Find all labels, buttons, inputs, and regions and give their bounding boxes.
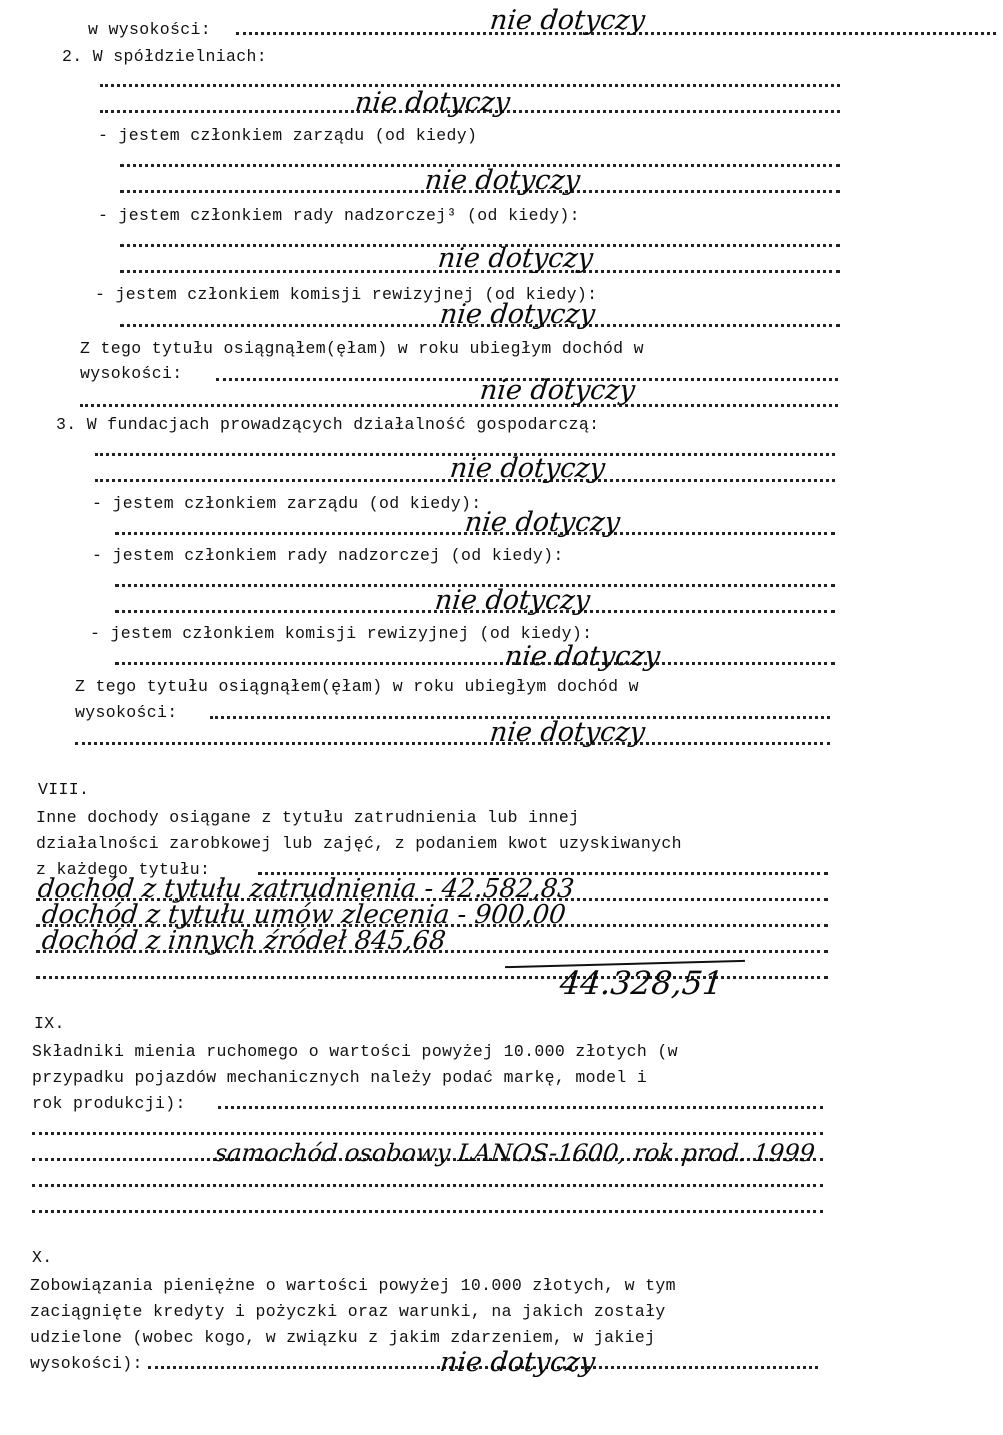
s2-income-line1: Z tego tytułu osiągnąłem(ęłam) w roku ubiegłym dochód w: [80, 339, 644, 358]
dotted-line: [32, 1132, 823, 1135]
dotted-line: [218, 1106, 823, 1109]
viii-line2: działalności zarobkowej lub zajęć, z podaniem kwot uzyskiwanych: [36, 834, 682, 853]
s2-zarzad-label: - jestem członkiem zarządu (od kiedy): [98, 126, 478, 145]
handwritten-nie-dotyczy: nie dotyczy: [423, 165, 582, 196]
ix-line2: przypadku pojazdów mechanicznych należy podać markę, model i: [32, 1068, 648, 1087]
handwritten-vehicle: samochód osobowy LANOS-1600, rok prod. 1999: [213, 1139, 817, 1167]
handwritten-nie-dotyczy: nie dotyczy: [503, 641, 662, 672]
dotted-line: [80, 404, 838, 407]
handwritten-nie-dotyczy: nie dotyczy: [488, 717, 647, 748]
s3-rada-label: - jestem członkiem rady nadzorczej (od kiedy):: [92, 546, 564, 565]
handwritten-nie-dotyczy: nie dotyczy: [433, 585, 592, 616]
handwritten-nie-dotyczy: nie dotyczy: [448, 453, 607, 484]
s2-income-line2: wysokości:: [80, 364, 183, 383]
handwritten-income-contracts: dochód z tytułu umów zlecenia - 900,00: [40, 900, 568, 930]
s3-komisja-label: - jestem członkiem komisji rewizyjnej (od kiedy):: [90, 624, 593, 643]
handwritten-nie-dotyczy: nie dotyczy: [438, 299, 597, 330]
x-line4: wysokości):: [30, 1354, 143, 1373]
handwritten-nie-dotyczy: nie dotyczy: [488, 5, 647, 36]
top-wysokosci-label: w wysokości:: [88, 20, 212, 39]
s3-income-line2: wysokości:: [75, 703, 178, 722]
s3-income-line1: Z tego tytułu osiągnąłem(ęłam) w roku ubiegłym dochód w: [75, 677, 639, 696]
dotted-line: [32, 1210, 823, 1213]
x-line2: zaciągnięte kredyty i pożyczki oraz warunki, na jakich zostały: [30, 1302, 666, 1321]
s2-komisja-label: - jestem członkiem komisji rewizyjnej (od kiedy):: [95, 285, 598, 304]
handwritten-nie-dotyczy: nie dotyczy: [463, 507, 622, 538]
handwritten-nie-dotyczy: nie dotyczy: [353, 87, 512, 118]
section-x-number: X.: [32, 1248, 53, 1267]
ix-line3: rok produkcji):: [32, 1094, 186, 1113]
section-3-heading: 3. W fundacjach prowadzących działalność gospodarczą:: [56, 415, 600, 434]
handwritten-income-other: dochód z innych źródeł 845,68: [40, 926, 448, 956]
handwritten-nie-dotyczy: nie dotyczy: [438, 1347, 597, 1378]
ix-line1: Składniki mienia ruchomego o wartości powyżej 10.000 złotych (w: [32, 1042, 678, 1061]
dotted-line: [32, 1184, 823, 1187]
x-line1: Zobowiązania pieniężne o wartości powyżej 10.000 złotych, w tym: [30, 1276, 676, 1295]
handwritten-nie-dotyczy: nie dotyczy: [436, 243, 595, 274]
dotted-line: [75, 742, 830, 745]
handwritten-income-total: 44.328,51: [558, 964, 725, 1002]
s2-rada-label: - jestem członkiem rady nadzorczej³ (od kiedy):: [98, 206, 580, 225]
viii-line1: Inne dochody osiągane z tytułu zatrudnienia lub innej: [36, 808, 580, 827]
section-2-heading: 2. W spółdzielniach:: [62, 47, 268, 66]
s3-zarzad-label: - jestem członkiem zarządu (od kiedy):: [92, 494, 482, 513]
section-ix-number: IX.: [34, 1014, 65, 1033]
section-viii-number: VIII.: [38, 780, 90, 799]
x-line3: udzielone (wobec kogo, w związku z jakim zdarzeniem, w jakiej: [30, 1328, 656, 1347]
handwritten-nie-dotyczy: nie dotyczy: [478, 375, 637, 406]
viii-line3: z każdego tytułu:: [36, 860, 211, 879]
dotted-line: [115, 662, 835, 665]
handwritten-income-employment: dochód z tytułu zatrudnienia - 42.582,83: [36, 874, 576, 904]
